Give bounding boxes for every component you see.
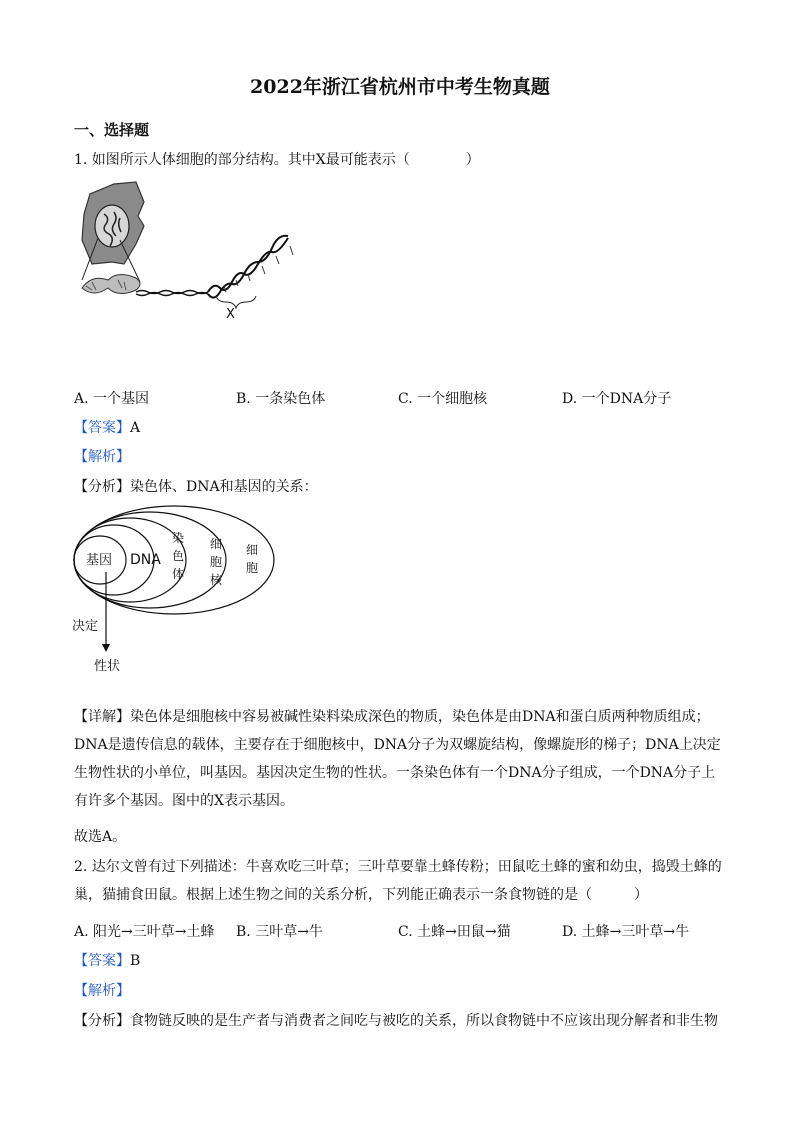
diagram-cell-2: 胞 [246,561,259,575]
diagram-dna: DNA [130,552,161,568]
fenxi-text: 染色体、DNA和基因的关系： [130,479,318,495]
q2-option-a: A. 阳光→三叶草→土蜂 [74,924,215,940]
fenxi-tag: 【分析】 [74,479,130,495]
fenxi-text: 食物链反映的是生产者与消费者之间吃与被吃的关系，所以食物链中不应该出现分解者和非生物 [130,1013,718,1029]
diagram-trait: 性状 [94,659,121,674]
q1-option-d: D. 一个DNA分子 [562,391,672,407]
diagram-cell-1: 细 [246,543,259,557]
answer-tag: 【答案】 [74,420,130,436]
q2-stem-line-2: 巢，猫捕食田鼠。根据上述生物之间的关系分析，下列能正确表示一条食物链的是（ ） [74,887,648,903]
q1-jiexi-tag: 【解析】 [74,449,130,465]
q1-stem: 1. 如图所示人体细胞的部分结构。其中X最可能表示（ ） [74,152,480,168]
fenxi-tag: 【分析】 [74,1013,130,1029]
diagram-nucleus-1: 细 [210,537,223,551]
cell-dna-figure [74,178,314,323]
q2-stem [74,853,734,909]
q2-option-d: D. 土蜂→三叶草→牛 [562,924,690,940]
q1-answer [74,417,140,437]
answer-tag: 【答案】 [74,953,130,969]
figure-x-label: X [226,307,235,322]
detail-line-2: DNA是遗传信息的载体，主要存在于细胞核中，DNA分子为双螺旋结构，像螺旋形的梯子；DNA上决定 [74,737,721,753]
diagram-chromosome-1: 染 [172,531,185,545]
detail-line-1: 【详解】染色体是细胞核中容易被碱性染料染成深色的物质，染色体是由DNA和蛋白质两种物质组成； [74,709,710,725]
q1-option-a: A. 一个基因 [74,391,150,407]
q1-conclusion: 故选A。 [74,829,127,845]
gene-dna-chromosome-diagram [66,504,286,676]
detail-line-4: 有许多个基因。图中的X表示基因。 [74,793,294,809]
section-heading: 一、选择题 [74,121,150,139]
q2-option-b: B. 三叶草→牛 [236,924,323,940]
q2-answer [74,950,140,970]
q2-stem-line-1: 2. 达尔文曾有过下列描述：牛喜欢吃三叶草；三叶草要靠土蜂传粉；田鼠吃土蜂的蜜和幼虫，捣毁土蜂的 [74,859,722,875]
q2-jiexi-tag: 【解析】 [74,983,130,999]
xiangjie-tag: 【详解】 [74,709,130,725]
q2-option-c: C. 土蜂→田鼠→猫 [398,924,511,940]
diagram-chromosome-2: 色 [172,549,185,563]
answer-value: B [130,953,141,969]
diagram-nucleus-2: 胞 [210,555,223,569]
q1-detail [74,703,734,815]
q1-option-c: C. 一个细胞核 [398,391,488,407]
diagram-chromosome-3: 体 [172,567,185,581]
diagram-determines: 决定 [72,619,99,634]
answer-value: A [130,420,141,436]
diagram-nucleus-3: 核 [210,573,223,587]
diagram-gene: 基因 [86,553,113,568]
detail-line-3: 生物性状的小单位，叫基因。基因决定生物的性状。一条染色体有一个DNA分子组成，一个DNA分子上 [74,765,716,781]
q1-option-b: B. 一条染色体 [236,391,326,407]
page-title: 2022年浙江省杭州市中考生物真题 [250,76,550,98]
q1-fenxi [74,476,318,496]
q2-fenxi [74,1010,718,1030]
